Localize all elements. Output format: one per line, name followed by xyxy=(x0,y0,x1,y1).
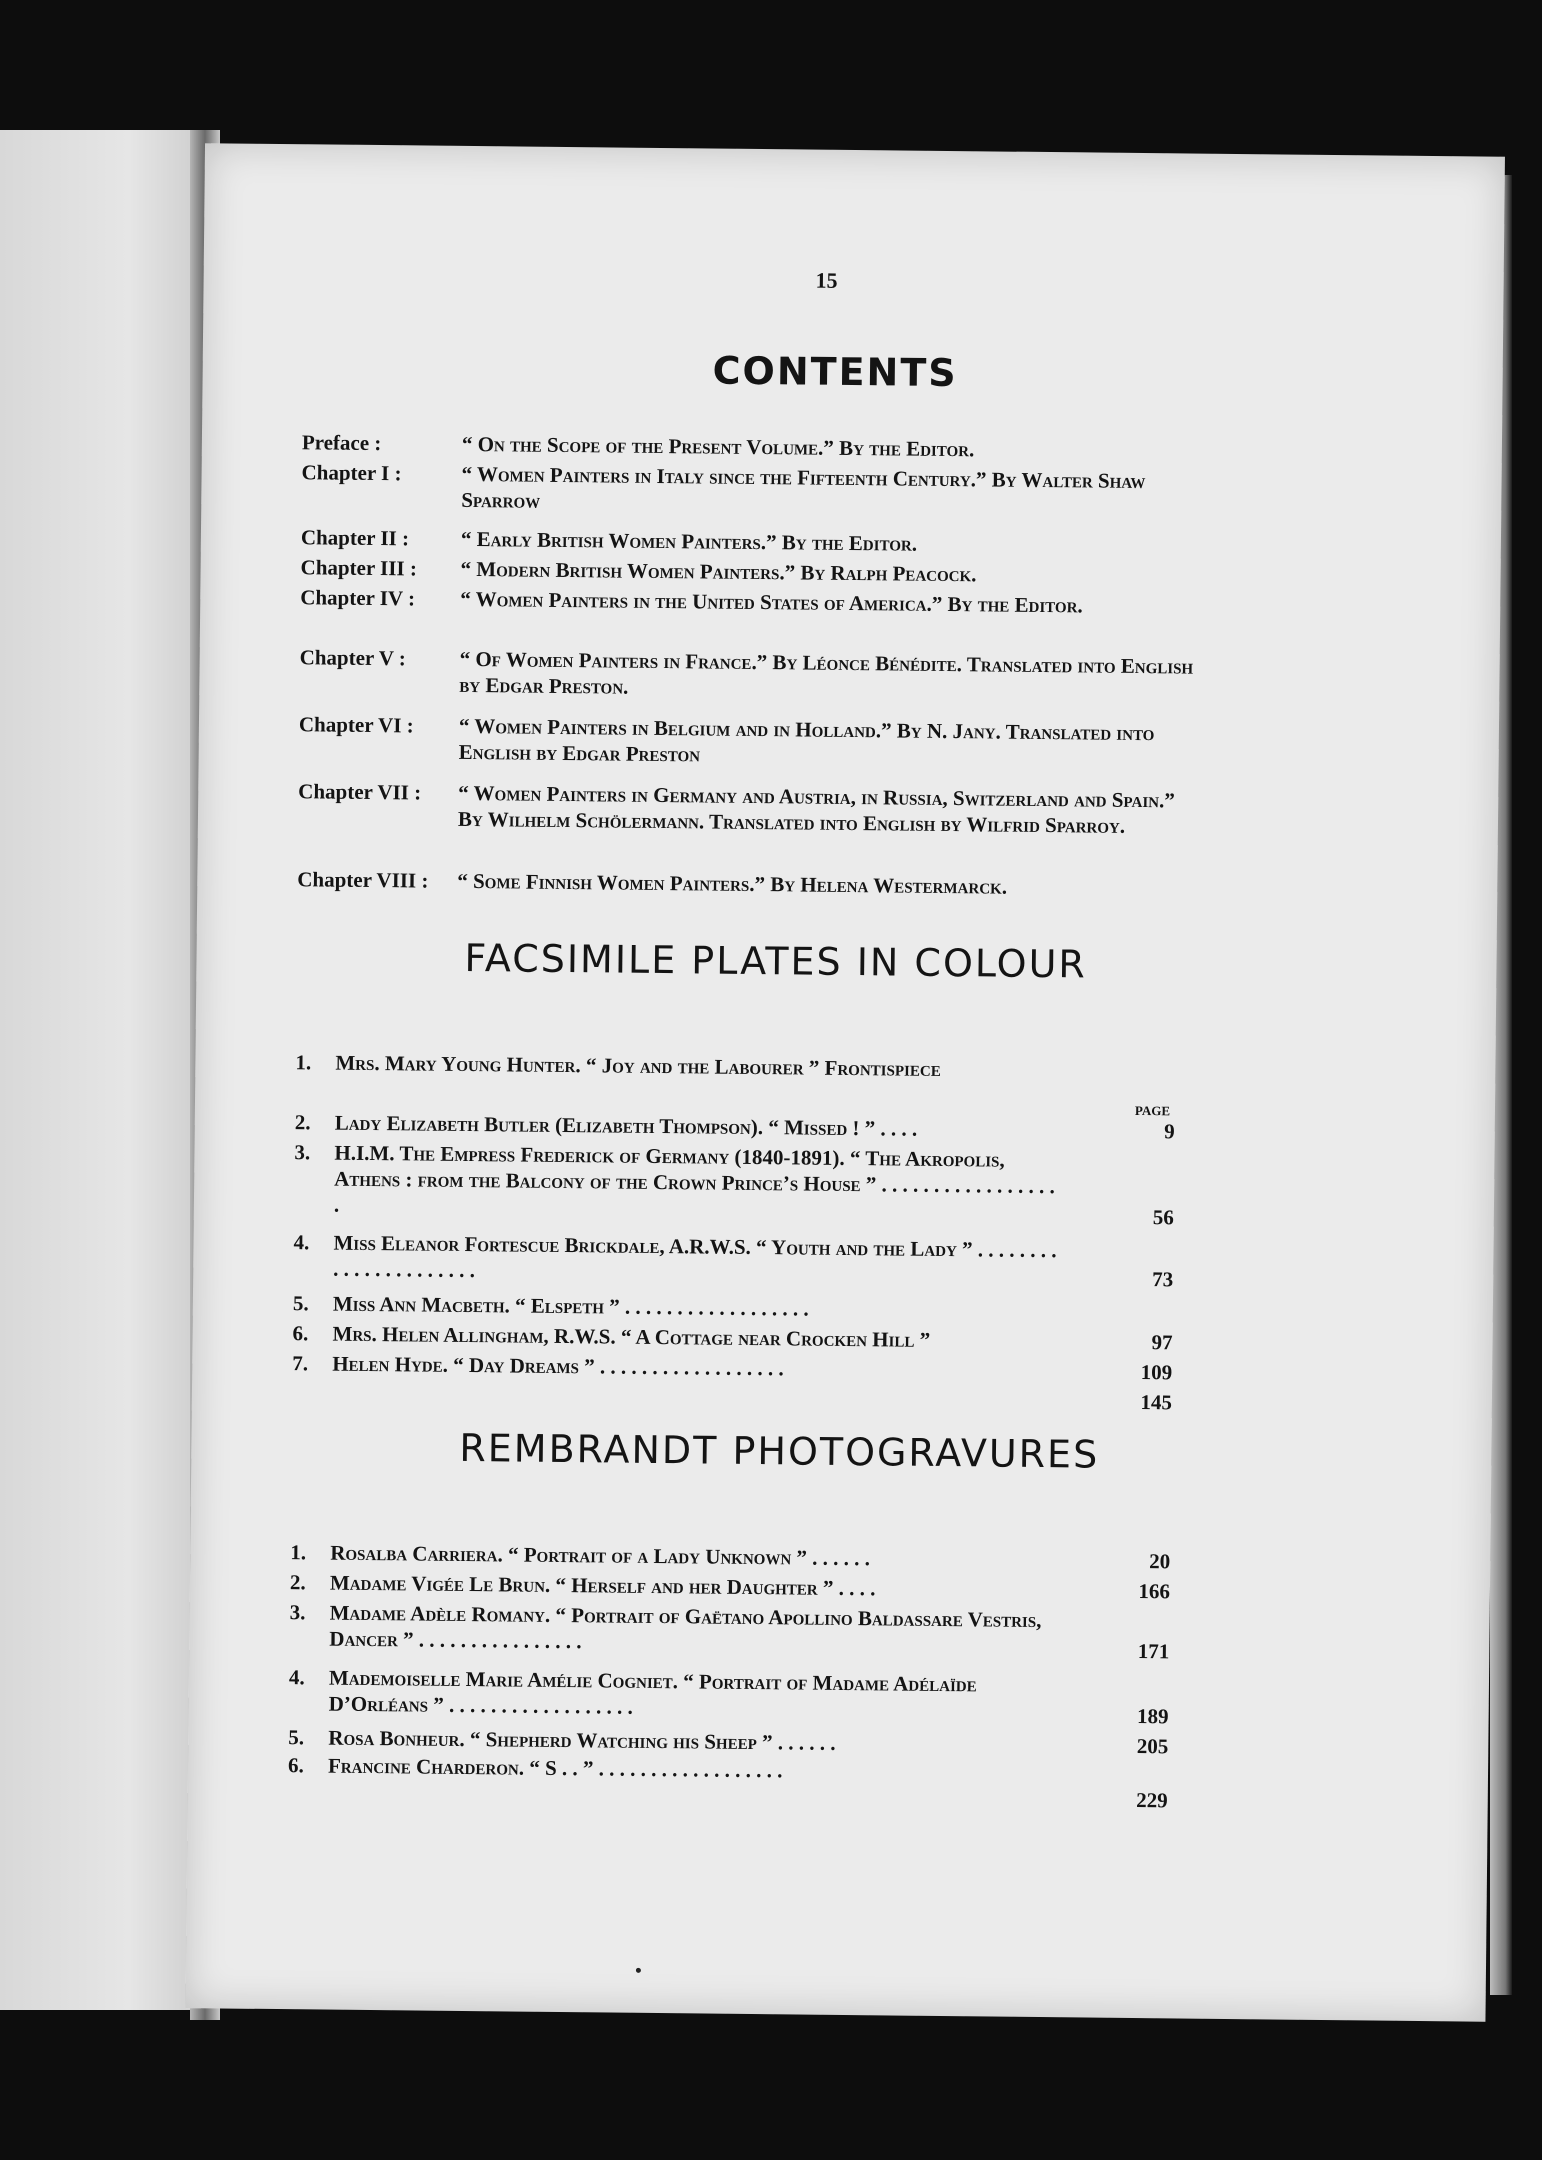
photogravure-text: Rosalba Carriera. “ Portrait of a Lady Unknown ” . . . . . . xyxy=(330,1540,871,1571)
plate-text: Miss Eleanor Fortescue Brickdale, A.R.W.S. “ Youth and the Lady ” . . . . . . . . . . . . . . . . . . . . . . xyxy=(333,1230,1057,1283)
photogravure-number: 3. xyxy=(289,1600,306,1625)
plate-page: 145 xyxy=(1140,1390,1173,1415)
book-page xyxy=(186,143,1505,2022)
plate-entry xyxy=(295,1049,1175,1088)
contents-text: “ On the Scope of the Present Volume.” By the Editor. xyxy=(461,431,975,462)
page-speck xyxy=(636,1968,641,1973)
contents-text: “ Women Painters in the United States of America.” By the Editor. xyxy=(460,586,1083,618)
plate-number: 3. xyxy=(294,1140,311,1165)
plate-page: 97 xyxy=(1151,1330,1173,1355)
photogravure-page: 205 xyxy=(1136,1734,1169,1759)
photogravure-page: 229 xyxy=(1136,1788,1168,1813)
photogravure-text: Rosa Bonheur. “ Shepherd Watching his Sheep ” . . . . . . xyxy=(328,1725,836,1755)
plate-text: Miss Ann Macbeth. “ Elspeth ” . . . . . . . . . . . . . . . . . . xyxy=(332,1291,809,1321)
photogravure-number: 2. xyxy=(289,1570,306,1595)
contents-label: Chapter VI : xyxy=(298,712,414,738)
plate-page: 56 xyxy=(1152,1205,1174,1230)
page-number: 15 xyxy=(815,267,838,293)
contents-text: “ Of Women Painters in France.” By Léonce Bénédite. Translated into English by Edgar Preston. xyxy=(459,646,1194,699)
contents-heading: CONTENTS xyxy=(712,348,958,396)
plate-text: Mrs. Helen Allingham, R.W.S. “ A Cottage near Crocken Hill ” xyxy=(332,1321,931,1352)
contents-label: Chapter III : xyxy=(300,555,418,581)
plate-page xyxy=(1116,1058,1176,1059)
contents-entry xyxy=(298,778,1199,871)
plate-text: Lady Elizabeth Butler (Elizabeth Thompson). “ Missed ! ” . . . . xyxy=(334,1110,918,1141)
facsimile-heading: FACSIMILE PLATES IN COLOUR xyxy=(464,935,1088,987)
contents-label: Chapter V : xyxy=(299,645,406,671)
contents-text: “ Modern British Women Painters.” By Ralph Peacock. xyxy=(460,556,977,587)
plate-entry xyxy=(293,1229,1174,1294)
contents-text: “ Women Painters in Italy since the Fifteenth Century.” By Walter Shaw Sparrow xyxy=(461,461,1146,513)
contents-text: “ Women Painters in Belgium and in Holland.” By N. Jany. Translated into English by Edgar Preston xyxy=(458,713,1155,767)
plate-text: Mrs. Mary Young Hunter. “ Joy and the Labourer ” Frontispiece xyxy=(335,1050,941,1081)
photogravure-page: 166 xyxy=(1138,1579,1171,1604)
photogravure-number: 1. xyxy=(290,1540,307,1565)
contents-text: “ Some Finnish Women Painters.” By Helena Westermarck. xyxy=(457,868,1008,899)
plate-number: 7. xyxy=(292,1351,309,1376)
contents-entry xyxy=(301,459,1202,528)
photogravure-page: 189 xyxy=(1136,1704,1169,1729)
contents-entry xyxy=(298,711,1199,780)
plate-entry xyxy=(294,1139,1175,1232)
plate-page: 9 xyxy=(1164,1119,1175,1144)
photogravure-text: Madame Vigée Le Brun. “ Herself and her Daughter ” . . . . xyxy=(329,1570,876,1601)
contents-label: Chapter I : xyxy=(301,460,402,486)
photogravure-page: 171 xyxy=(1137,1639,1170,1664)
photogravure-page: 20 xyxy=(1149,1549,1171,1574)
plate-number: 5. xyxy=(292,1291,309,1316)
plate-page: 109 xyxy=(1140,1360,1173,1385)
plate-page: 73 xyxy=(1152,1267,1174,1292)
photogravure-text: Madame Adèle Romany. “ Portrait of Gaëtano Apollino Baldassare Vestris, Dancer ” . . . . . . . . . . . . . . . . xyxy=(329,1600,1042,1654)
plate-number: 1. xyxy=(295,1050,312,1075)
plate-text: Helen Hyde. “ Day Dreams ” . . . . . . . . . . . . . . . . . . xyxy=(332,1351,784,1381)
page-column-header: PAGE xyxy=(1134,1102,1171,1119)
photogravure-entry xyxy=(289,1664,1170,1729)
photogravures-heading: REMBRANDT PHOTOGRAVURES xyxy=(459,1425,1100,1477)
contents-text: “ Early British Women Painters.” By the Editor. xyxy=(460,526,918,556)
photogravure-entry xyxy=(289,1599,1170,1664)
plate-number: 4. xyxy=(293,1230,310,1255)
contents-label: Chapter II : xyxy=(300,525,410,551)
contents-label: Chapter VIII : xyxy=(297,867,429,893)
photogravure-number: 6. xyxy=(287,1753,304,1778)
contents-entry xyxy=(299,644,1200,713)
contents-entry xyxy=(297,866,1197,905)
contents-text: “ Women Painters in Germany and Austria, in Russia, Switzerland and Spain.” By Wilhelm Schölermann. Translated into English by Wilfrid Sparroy. xyxy=(457,780,1175,838)
plate-number: 6. xyxy=(292,1321,309,1346)
plate-number: 2. xyxy=(294,1110,311,1135)
photogravure-text: Mademoiselle Marie Amélie Cogniet. “ Portrait of Madame Adélaïde D’Orléans ” . . . . . . . . . . . . . . . . . . xyxy=(328,1665,977,1719)
photogravure-text: Francine Charderon. “ S . . ” . . . . . . . . . . . . . . . . . . xyxy=(327,1753,783,1783)
photogravure-number: 4. xyxy=(288,1665,305,1690)
contents-label: Chapter IV : xyxy=(300,585,416,611)
contents-entry xyxy=(300,584,1201,653)
contents-label: Chapter VII : xyxy=(298,779,422,805)
left-page xyxy=(0,130,215,2010)
plate-text: H.I.M. The Empress Frederick of Germany (1840-1891). “ The Akropolis, Athens : from the Balcony of the Crown Prince’s House ” . . . . . . . . . . . . . . . . . . xyxy=(333,1140,1056,1217)
photogravure-number: 5. xyxy=(288,1725,305,1750)
contents-label: Preface : xyxy=(301,430,382,456)
